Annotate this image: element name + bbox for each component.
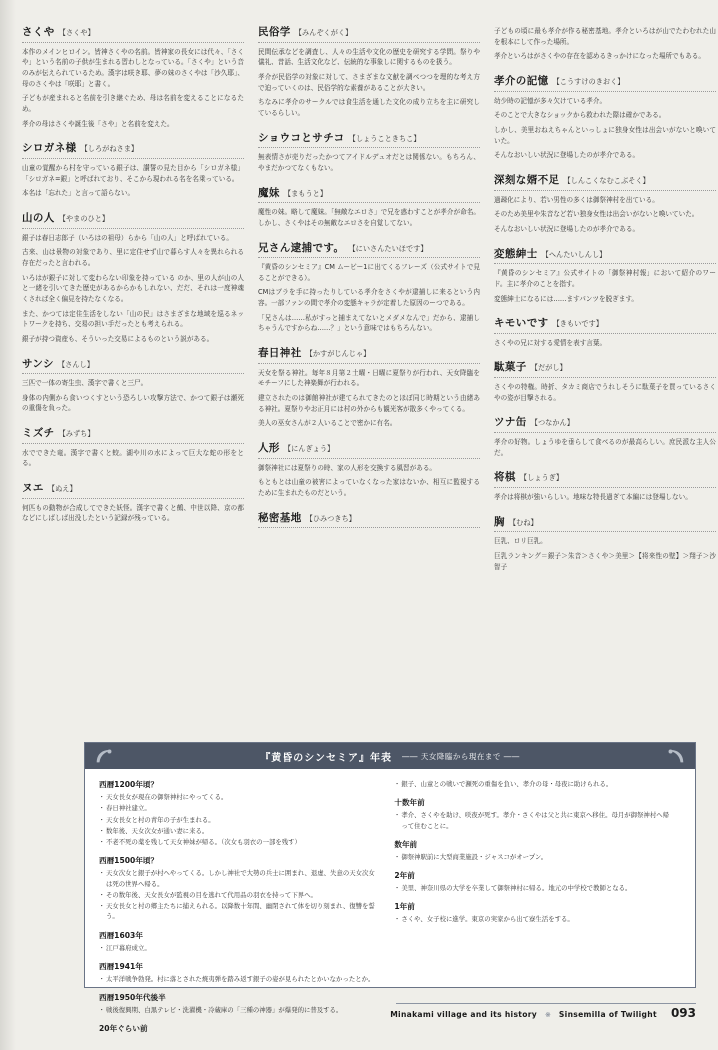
glossary-entry — [22, 358, 244, 415]
entry-divider — [22, 498, 244, 499]
entry-body: 水でできた竜。漢字で書くと蛟。湖や川の水によって巨大な蛇の形をとる。 — [22, 448, 244, 468]
timeline-event-list — [99, 943, 378, 953]
entry-kana: 【しょうぎ】 — [519, 473, 564, 483]
entry-kana: 【ぬえ】 — [47, 484, 77, 494]
glossary-entry — [258, 187, 480, 229]
entry-divider — [22, 228, 244, 229]
entry-kana: 【さんし】 — [57, 359, 94, 369]
entry-title — [494, 361, 716, 374]
entry-term: 山の人 — [22, 211, 55, 224]
entry-kana: 【むね】 — [508, 517, 538, 527]
entry-title — [258, 132, 480, 145]
glossary-entry — [258, 242, 480, 335]
timeline-event: ・ 江戸幕府成立。 — [99, 943, 378, 953]
timeline-event: ・ 天女長女と村の青年の子が生まれる。 — [99, 815, 378, 825]
timeline-group — [99, 855, 378, 921]
timeline-year: 数年前 — [394, 839, 418, 849]
entry-body: 子どもの頃に最も孝介が作る秘密基地。孝介といろはが山でたわむれた山を根本にして作った場所。 孝介といろはがさくやの存在を認めるきっかけになった場所でもある。 — [494, 27, 716, 61]
ornament-icon — [93, 746, 115, 766]
entry-kana: 【だがし】 — [530, 363, 567, 373]
timeline-group — [99, 1023, 378, 1034]
page-number: 093 — [670, 1006, 696, 1020]
glossary-entry — [22, 427, 244, 469]
glossary-entry — [494, 174, 716, 235]
entry-title — [258, 347, 480, 360]
entry-divider — [258, 527, 480, 528]
entry-kana: 【こうすけのきおく】 — [552, 77, 625, 87]
entry-kana: 【まもうと】 — [283, 188, 328, 198]
timeline-year: 2年前 — [394, 871, 415, 880]
glossary-entry — [258, 442, 480, 499]
entry-title — [22, 358, 244, 371]
footer-divider — [396, 1003, 696, 1004]
timeline-column-left — [99, 779, 378, 1042]
timeline-event-list — [99, 792, 378, 847]
timeline-group — [394, 779, 673, 789]
timeline-event-list — [394, 779, 673, 789]
entry-divider — [22, 373, 244, 374]
entry-divider — [494, 432, 716, 433]
entry-body: さくやの兄に対する愛情を表す言葉。 — [494, 338, 607, 347]
entry-divider — [258, 257, 480, 258]
entry-kana: 【つなかん】 — [530, 418, 574, 428]
entry-title — [494, 317, 716, 330]
entry-title — [258, 187, 480, 200]
entry-kana: 【みずち】 — [58, 429, 95, 439]
timeline-subtitle: ―― 天女降臨から現在まで ―― — [401, 751, 520, 761]
entry-title — [494, 416, 716, 429]
entry-term: ミズチ — [22, 427, 55, 440]
entry-divider — [258, 363, 480, 364]
timeline-year: 西暦1950年代後半 — [99, 993, 166, 1002]
entry-kana: 【さくや】 — [58, 28, 95, 37]
entry-body: さくやの特権。時折、タカミ商店でうれしそうに駄菓子を買っているさくやの姿が目撃される。 — [494, 383, 716, 402]
entry-term: さくや — [22, 26, 55, 38]
entry-body: 『黄昏のシンセミア』CM ムービー1に出てくるフレーズ（公式サイトで見ることができる）。 CMはブラを手に持ったりしている孝介をさくやが逮捕しに来るという内容。一部ファンの間で孝介の変態キャラが定着した原因のーつである。 「兄さんは……私がすっと捕まえてないとメダメなんで」だから、逮捕しちゃうんですからね……？」という意味ではもちろんない。 — [258, 263, 480, 333]
glossary-entry — [258, 512, 480, 529]
entry-body: 魔性の妹。略して魔妹。「無敵なエロさ」で兄を惑わすことが孝介が命名。しかし、さくやはその無敵なエロさを自覚してない。 — [258, 208, 480, 227]
entry-term: 兄さん逮捕です。 — [258, 241, 345, 254]
entry-body: 孝介の好物。しょうゆを垂らして食べるのが最高らしい。庶民派な主人公だ。 — [494, 437, 716, 457]
entry-divider — [494, 377, 716, 378]
entry-title — [22, 482, 244, 495]
glossary-entry — [22, 212, 244, 345]
timeline-year: 西暦1200年頃？ — [99, 780, 159, 789]
entry-divider — [258, 458, 480, 459]
glossary-entry — [22, 482, 244, 524]
page-footer — [390, 1006, 696, 1020]
entry-divider — [258, 42, 480, 43]
entry-term: ツナ缶 — [494, 416, 527, 429]
entry-title — [494, 471, 716, 484]
entry-term: キモいです — [494, 317, 549, 330]
timeline-title: 『黄昏のシンセミア』年表 — [260, 752, 392, 764]
entry-body: 『黄昏のシンセミア』公式サイトの「御祭神村報」において紹介のワード。主に孝介のことを指す。 変態紳士になるには……ますパンツを脱ぎます。 — [494, 269, 716, 303]
timeline-header — [85, 743, 695, 769]
timeline-group — [394, 797, 673, 831]
timeline-event: ・ 孝介、さくやを助け、咲夜が死す。孝介・さくやは父と共に東京へ移住。母月が御祭神村へ帰って住むことに。 — [394, 810, 673, 831]
ornament-icon — [665, 746, 687, 766]
timeline-event: ・ 春日神社建立。 — [99, 803, 378, 813]
entry-body: 銀子は春日志郎子（いろはの祖母）らから「山の人」と呼ばれている。 古来、山は景物の対象であり、里に定住せず山で暮らす人々を異れられる存在だったと言われる。 いろはが銀子に対して変わらない印象を持っている のか、里の人が山の人と一緒を引いてきた歴史があるからかもしれない、だだ、それは一度神魂くされば全く偏見を持たなくなる。 また、かつては定住生活をしない「山の民」はさまざまな地域を巡るネットワークを持ち、交易の担い手だったとも考えられる。 銀子が持つ資産も、そういった交易によるものという説がある。 — [22, 233, 244, 343]
timeline-group — [99, 961, 378, 984]
timeline-event-list — [99, 1005, 378, 1015]
timeline-year: 西暦1941年 — [99, 961, 143, 971]
glossary-entry — [258, 132, 480, 174]
entry-term: シロガネ様 — [22, 142, 77, 155]
entry-term: 春日神社 — [258, 347, 302, 360]
glossary-entry — [494, 516, 716, 573]
glossary-column-2 — [258, 26, 480, 716]
timeline-event-list — [99, 974, 378, 984]
glossary-entry — [494, 317, 716, 348]
entry-body: 無表情さが売りだったかつてアイドルデュオだとは関係ない。もちろん、やまだかつてなくもない。 — [258, 153, 480, 172]
timeline-year: 西暦1603年 — [99, 930, 143, 940]
glossary-entry — [22, 142, 244, 199]
glossary-entry — [494, 361, 716, 403]
entry-kana: 【みんぞくがく】 — [294, 28, 353, 37]
timeline-group — [99, 779, 378, 847]
timeline-event: ・ 銀子、山童との戦いで瀕死の重傷を負い、孝介の母・母夜に助けられる。 — [394, 779, 673, 789]
timeline-event: ・ 戦後復興期、白黒テレビ・洗濯機・冷蔵庫の「三種の神器」が爆発的に普及する。 — [99, 1005, 378, 1015]
entry-term: 魔妹 — [258, 186, 280, 199]
timeline-group — [394, 901, 673, 924]
entry-body: 何匹もの動物が合成してできた妖怪。漢字で書くと鵺、中世以降、京の都などにしばしば出没したという記録が残っている。 — [22, 503, 244, 523]
entry-term: 民俗学 — [258, 26, 291, 38]
timeline-group — [99, 992, 378, 1015]
entry-term: 人形 — [258, 442, 280, 455]
timeline-year: 西暦1500年頃？ — [99, 856, 159, 866]
entry-divider — [258, 202, 480, 203]
entry-kana: 【ひみつきち】 — [305, 513, 356, 523]
timeline-event: ・ 天女次女と銀子が村へやってくる。しかし神社で大勢の兵士に囲まれ、退虚、失意の天女次女は死の世界へ帰る。 — [99, 868, 378, 889]
timeline-event: ・ 御祭神駅前に大型商業施設・ジャスコがオープン。 — [394, 852, 673, 862]
footer-left-text: Minakami village and its history — [390, 1010, 538, 1019]
timeline-event: ・ その数年後、天女長女が監視の目を逃れて代用品の羽衣を持って下界へ。 — [99, 890, 378, 900]
entry-kana: 【にんぎょう】 — [283, 444, 335, 454]
glossary-column-1 — [22, 26, 244, 716]
footer-separator: ※ — [545, 1011, 551, 1019]
timeline-year: 十数年前 — [394, 798, 425, 808]
timeline-event: ・ 太平洋戦争勃発。村に落とされた焼夷弾を踏み返す銀子の姿が見られたとかいなかったとか。 — [99, 974, 378, 984]
entry-divider — [494, 190, 716, 191]
entry-title — [22, 212, 244, 225]
entry-body: 孝介は将棋が強いらしい。地味な特長過ぎて本編には登場しない。 — [494, 492, 692, 501]
glossary-entry — [494, 75, 716, 161]
timeline-event-list — [394, 852, 673, 862]
entry-term: 深刻な婿不足 — [494, 173, 560, 186]
entry-title — [22, 26, 244, 39]
timeline-event-list — [99, 868, 378, 921]
glossary-entry — [22, 26, 244, 129]
entry-title — [494, 174, 716, 187]
entry-body: 巨乳、ロリ巨乳。 巨乳ランキング＝銀子＞朱音＞さくや＞美里＞【将来性の壁】＞翔子＞沙智子 — [494, 537, 716, 571]
timeline-event: ・ さくや、女子校に進学。東京の実家から出て寮生活をする。 — [394, 914, 673, 924]
entry-kana: 【にいさんたいほです】 — [348, 243, 428, 253]
entry-term: ショウコとサチコ — [258, 131, 345, 144]
entry-term: 孝介の記憶 — [494, 75, 549, 88]
entry-term: 胸 — [494, 515, 505, 528]
footer-right-text: Sinsemilla of Twilight — [558, 1010, 657, 1019]
entry-term: 秘密基地 — [258, 511, 302, 524]
entry-term: 変態紳士 — [494, 247, 538, 260]
entry-body: 天女を祭る神社。毎年８月第２土曜・日曜に夏祭りが行われ、天女降臨をモチーフにした神楽舞が行われる。 建立されたのは御館神社が建てられてきたのとほぼ同じ時期という由緒ある神社。夏祭りやお正月には村の外からも観光客が散多くやってくる。 美人の巫女さんが２人いることで密かに有名。 — [258, 368, 480, 428]
entry-title — [258, 26, 480, 39]
entry-term: ヌエ — [22, 482, 44, 495]
glossary-column-3 — [494, 26, 716, 716]
entry-body: 御祭神社には夏祭りの時、家の人形を交換する風習がある。 もともとは山童の被害によっていなくなった家はないか、相互に監視するために生まれたものだという。 — [258, 463, 480, 498]
timeline-event: ・ 天女長女が現在の御祭神村にやってくる。 — [99, 792, 378, 802]
entry-divider — [494, 487, 716, 488]
entry-term: 駄菓子 — [494, 361, 527, 374]
entry-kana: 【へんたいしんし】 — [541, 249, 607, 259]
entry-title — [494, 516, 716, 529]
entry-term: 将棋 — [494, 471, 516, 484]
entry-title — [22, 427, 244, 440]
entry-term: サンシ — [22, 357, 54, 370]
entry-body: 本作のメインヒロイン。皆神さくやの名前。皆神家の長女には代々、「さくや」という名前の子供が生まれる習わしとなっている。「さくや」という音のみが伝えられているため。漢字は咲き耶、夢の妹のさくやは「沙久耶」、母のさくやは「咲耶」と書く。 子どもが産まれると名前を引き継ぐため、母は名前を変えることになるため。 孝介の母はさくや誕生後「さや」と名前を変えた。 — [22, 47, 244, 128]
timeline-group — [99, 930, 378, 953]
timeline-event: ・ 天女長女と村の郷主たちに捕えられる。以降数十年間、幽閉されて体を切り刻まれ、復讐を誓う。 — [99, 901, 378, 922]
entry-divider — [258, 147, 480, 148]
entry-kana: 【やまのひと】 — [58, 213, 110, 223]
entry-divider — [22, 443, 244, 444]
timeline-event-list — [394, 810, 673, 831]
entry-kana: 【かすがじんじゃ】 — [305, 349, 371, 359]
entry-title — [494, 75, 716, 88]
entry-body: 山童の覚醒から村を守っている銀子は、讃誓の見た目から「シロガネ様」「シロガネ=銀」と呼ばれており、そこから現われる名を名乗っている。 本名は「忘れた」と言って語らない。 — [22, 163, 244, 198]
timeline-year: 20年ぐらい前 — [99, 1024, 148, 1034]
glossary-columns — [22, 26, 716, 716]
entry-body: 過疎化により、若い男性の多くは御祭神村を出ている。 そのため美里や朱音など若い独身女性は出会いがないと喚いていた。 そんなおいしい状況に登場したのが孝介である。 — [494, 195, 699, 233]
entry-title — [258, 512, 480, 525]
timeline-event-list — [394, 914, 673, 924]
entry-kana: 【しんこくなむこぶそく】 — [563, 175, 650, 185]
timeline-event: ・ 数年後、天女次女が通い妻に来る。 — [99, 826, 378, 836]
glossary-entry — [494, 471, 716, 502]
entry-divider — [22, 42, 244, 43]
timeline-event: ・ 美里、神奈川県の大学を卒業して御祭神村に帰る。地元の中学校で教師となる。 — [394, 883, 673, 893]
entry-kana: 【しょうこときちこ】 — [348, 133, 421, 143]
entry-divider — [22, 158, 244, 159]
entry-divider — [494, 333, 716, 334]
glossary-entry-continued — [494, 26, 716, 62]
glossary-entry — [494, 416, 716, 458]
entry-body: 三匹で一体の寄生虫、漢字で書くと三尸。 身体の内側から食いつくすという恐ろしい攻撃方法で、かつて銀子は瀬死の重傷を負った。 — [22, 379, 244, 413]
entry-body: 民間伝承などを調査し、人々の生活や文化の歴史を研究する学問。祭りや儀礼、昔話、生活文化など、伝統的な事象しに関するものを扱う。 孝介が民俗学の対象に対して、さまざまな文献を調べつつを理的な考え方で迫っていくのは、民俗学的な素養があることが大きい。 ちなみに孝介のサークルでは食生活を通した文化の成り立ちを主に研究しているらしい。 — [258, 47, 480, 117]
entry-kana: 【しろがねさま】 — [80, 144, 139, 154]
glossary-entry — [258, 347, 480, 429]
timeline-event-list — [394, 883, 673, 893]
timeline-event: ・ 不老不死の薬を残して天女神妹が帰る。（次女も羽衣の一部を残す） — [99, 837, 378, 847]
page-gutter-shadow — [0, 0, 16, 1050]
entry-divider — [494, 531, 716, 532]
entry-divider — [494, 263, 716, 264]
entry-title — [258, 242, 480, 255]
glossary-entry — [494, 248, 716, 305]
entry-title — [258, 442, 480, 455]
timeline-group — [394, 839, 673, 862]
entry-title — [22, 142, 244, 155]
timeline-year: 1年前 — [394, 902, 415, 912]
glossary-entry — [258, 26, 480, 119]
timeline-group — [394, 870, 673, 893]
entry-body: 幼少時の記憶が多々欠けている孝介。 そのことで大きなショックから救われた際は確かである。 しかし、美里おねえちゃんといっしょに独身女性は出会いがないと喚いていた。 そんなおいしい状況に登場したのが孝介である。 — [494, 96, 716, 160]
entry-divider — [494, 91, 716, 92]
entry-kana: 【きもいです】 — [552, 319, 603, 329]
entry-title — [494, 248, 716, 261]
